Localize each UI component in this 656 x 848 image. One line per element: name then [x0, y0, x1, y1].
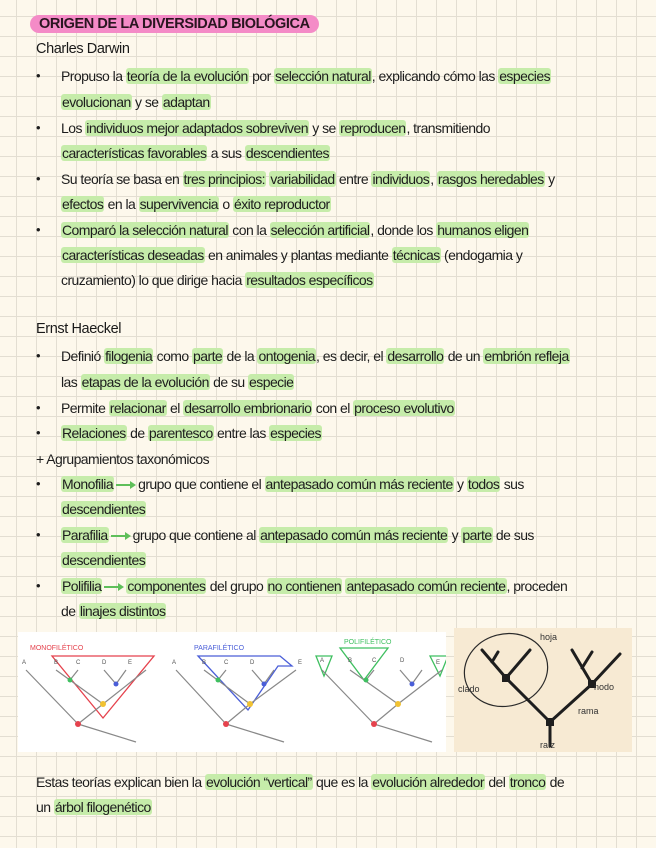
tree-anatomy-diagram — [454, 628, 632, 752]
haeckel-b3-l1: Relaciones de parentesco entre las especies — [62, 425, 321, 441]
bullet-dot: • — [36, 222, 41, 237]
tree-label-raiz: raíz — [540, 740, 556, 750]
darwin-b3-l2: efectos en la supervivencia o éxito reproductor — [62, 196, 330, 212]
bullet-dot: • — [36, 578, 41, 593]
taxon-label: B — [348, 658, 353, 664]
section-heading-haeckel: Ernst Haeckel — [36, 321, 122, 337]
tree-label-hoja: hoja — [540, 632, 558, 642]
section-heading-darwin: Charles Darwin — [36, 41, 130, 57]
conclusion-l2: un árbol filogenético — [36, 799, 151, 815]
polifilia-l2: de linajes distintos — [61, 603, 166, 619]
darwin-b4-l1: Comparó la selección natural con la selección artificial, donde los humanos eligen — [62, 222, 529, 238]
darwin-b1-l1: Propuso la teoría de la evolución por selección natural, explicando cómo las especies — [61, 68, 551, 84]
bullet-dot: • — [36, 68, 41, 83]
haeckel-b2-l1: Permite relacionar el desarrollo embrionario con el proceso evolutivo — [61, 400, 454, 416]
monofilia-l1: Monofilia grupo que contiene el antepasado común más reciente y todos sus — [62, 476, 524, 492]
tree-label-clado: clado — [458, 684, 480, 694]
cladogram-svg — [18, 632, 446, 752]
arrow-icon — [104, 583, 124, 591]
darwin-b2-l1: Los individuos mejor adaptados sobreviven y se reproducen, transmitiendo — [61, 120, 491, 136]
monophyletic-tree — [22, 643, 154, 742]
parafilia-l1: Parafilia grupo que contiene al antepasado común más reciente y parte de sus — [62, 527, 534, 543]
taxonomic-heading: + Agrupamientos taxonómicos — [36, 451, 210, 467]
taxon-label: C — [76, 660, 81, 666]
monofilia-l2: descendientes — [62, 501, 146, 517]
taxon-label: A — [320, 658, 325, 664]
bullet-dot: • — [36, 425, 41, 440]
parafilia-l2: descendientes — [62, 552, 146, 568]
taxon-label: B — [54, 660, 59, 666]
taxon-label: D — [102, 660, 107, 666]
diagram-label-para: PARAFILÉTICO — [194, 645, 245, 652]
taxon-label: D — [250, 660, 255, 666]
darwin-b1-l2: evolucionan y se adaptan — [62, 94, 210, 110]
taxon-label: E — [298, 660, 303, 666]
taxon-label: C — [372, 658, 377, 664]
bullet-dot: • — [36, 348, 41, 363]
polyphyletic-tree — [316, 637, 446, 742]
diagram-label-mono: MONOFILÉTICO — [30, 645, 84, 652]
taxon-label: E — [128, 660, 133, 666]
tree-anatomy-svg — [454, 628, 632, 752]
bullet-dot: • — [36, 476, 41, 491]
paraphyletic-tree — [172, 643, 302, 742]
polifilia-l1: Polifilia componentes del grupo no contienen antepasado común reciente, proceden — [62, 578, 568, 594]
darwin-b2-l2: características favorables a sus descendientes — [62, 145, 329, 161]
bullet-dot: • — [36, 120, 41, 135]
tree-label-rama: rama — [578, 706, 599, 716]
taxon-label: C — [224, 660, 229, 666]
tree-label-nodo: nodo — [594, 682, 615, 692]
bullet-dot: • — [36, 527, 41, 542]
taxon-label: D — [400, 658, 405, 664]
taxon-label: E — [436, 660, 441, 666]
page-title: ORIGEN DE LA DIVERSIDAD BIOLÓGICA — [30, 15, 319, 33]
diagram-label-poli: POLIFILÉTICO — [344, 639, 392, 646]
darwin-b4-l2: características deseadas en animales y plantas mediante técnicas (endogamia y — [62, 247, 523, 263]
haeckel-b1-l2: las etapas de la evolución de su especie — [61, 374, 294, 390]
arrow-icon — [111, 532, 131, 540]
taxon-label: B — [202, 660, 207, 666]
taxon-label: A — [22, 660, 27, 666]
bullet-dot: • — [36, 171, 41, 186]
conclusion-l1: Estas teorías explican bien la evolución “vertical” que es la evolución alrededor del tronco de — [36, 774, 565, 790]
haeckel-b1-l1: Definió filogenia como parte de la ontogenia, es decir, el desarrollo de un embrión refleja — [61, 348, 569, 364]
darwin-b3-l1: Su teoría se basa en tres principios: variabilidad entre individuos, rasgos heredables y — [61, 171, 555, 187]
arrow-icon — [116, 481, 136, 489]
bullet-dot: • — [36, 400, 41, 415]
darwin-b4-l3: cruzamiento) lo que dirige hacia resultados específicos — [61, 272, 373, 288]
taxon-label: A — [172, 660, 177, 666]
phylogeny-group-diagram — [18, 632, 446, 752]
